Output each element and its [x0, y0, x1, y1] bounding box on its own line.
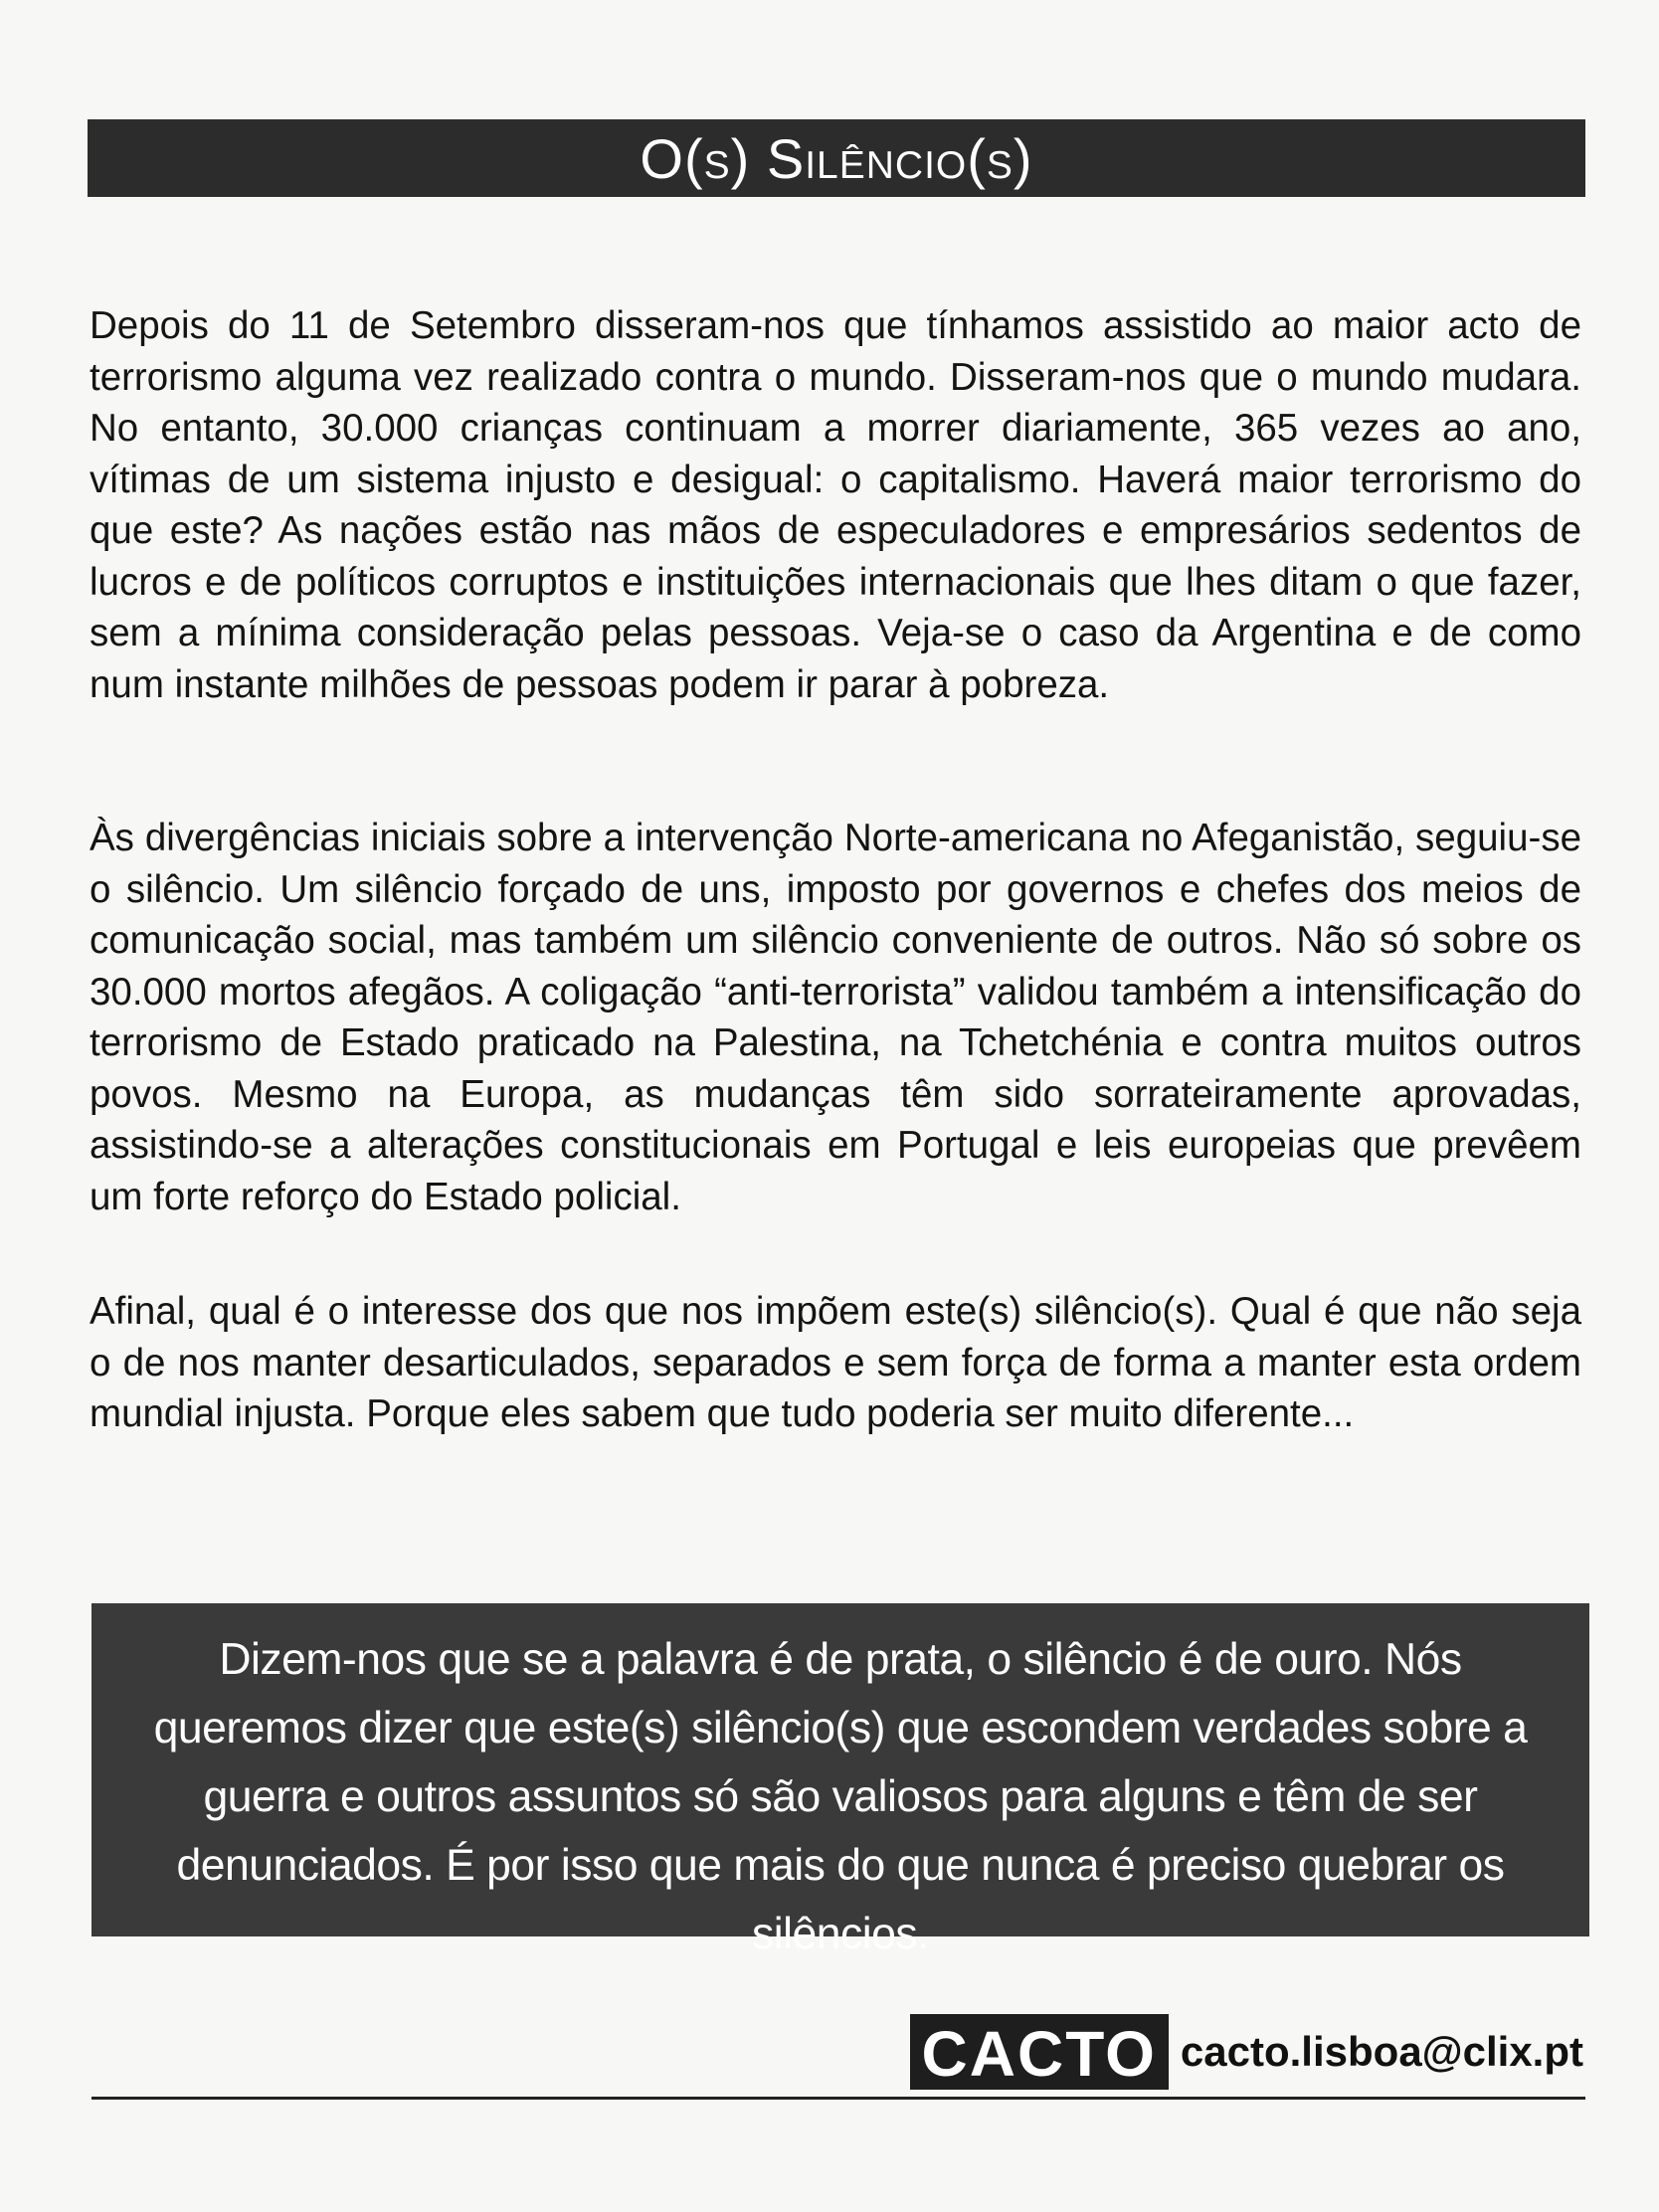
article-paragraph-2: Às divergências iniciais sobre a intervenção Norte-americana no Afeganistão, seguiu-se o silêncio. Um silêncio forçado de uns, imposto por governos e chefes dos meios de comunicação social, mas também um silêncio conveniente de outros. Não só sobre os 30.000 mortos afegãos. A coligação “anti-terrorista” validou também a intensificação do terrorismo de Estado praticado na Palestina, na Tchetchénia e contra muitos outros povos. Mesmo na Europa, as mudanças têm sido sorrateiramente aprovadas, assistindo-se a alterações constitucionais em Portugal e leis europeias que prevêem um forte reforço do Estado policial.	[90, 817, 1581, 1218]
title-banner	[88, 119, 1585, 197]
footer	[910, 2014, 1583, 2090]
contact-email[interactable]: cacto.lisboa@clix.pt	[1180, 2028, 1583, 2075]
page-title: O(s) Silêncio(s)	[640, 126, 1033, 190]
article-paragraph-3: Afinal, qual é o interesse dos que nos impõem este(s) silêncio(s). Qual é que não seja o de nos manter desarticulados, separados e sem força de forma a manter esta ordem mundial injusta. Porque eles sabem que tudo poderia ser muito diferente...	[90, 1290, 1581, 1435]
brand-logo: CACTO	[910, 2014, 1169, 2090]
highlight-box	[92, 1603, 1589, 1958]
highlight-text: Dizem-nos que se a palavra é de prata, o silêncio é de ouro. Nós queremos dizer que este(s) silêncio(s) que escondem verdades sobre a guerra e outros assuntos só são valiosos para alguns e têm de ser denunciados. É por isso que mais do que nunca é preciso quebrar os silêncios.	[153, 1635, 1528, 1958]
article-paragraph-1: Depois do 11 de Setembro disseram-nos que tínhamos assistido ao maior acto de terrorismo alguma vez realizado contra o mundo. Disseram-nos que o mundo mudara. No entanto, 30.000 crianças continuam a morrer diariamente, 365 vezes ao ano, vítimas de um sistema injusto e desigual: o capitalismo. Haverá maior terrorismo do que este? As nações estão nas mãos de especuladores e empresários sedentos de lucros e de políticos corruptos e instituições internacionais que lhes ditam o que fazer, sem a mínima consideração pelas pessoas. Veja-se o caso da Argentina e de como num instante milhões de pessoas podem ir parar à pobreza.	[90, 304, 1581, 706]
footer-divider	[92, 2097, 1585, 2100]
